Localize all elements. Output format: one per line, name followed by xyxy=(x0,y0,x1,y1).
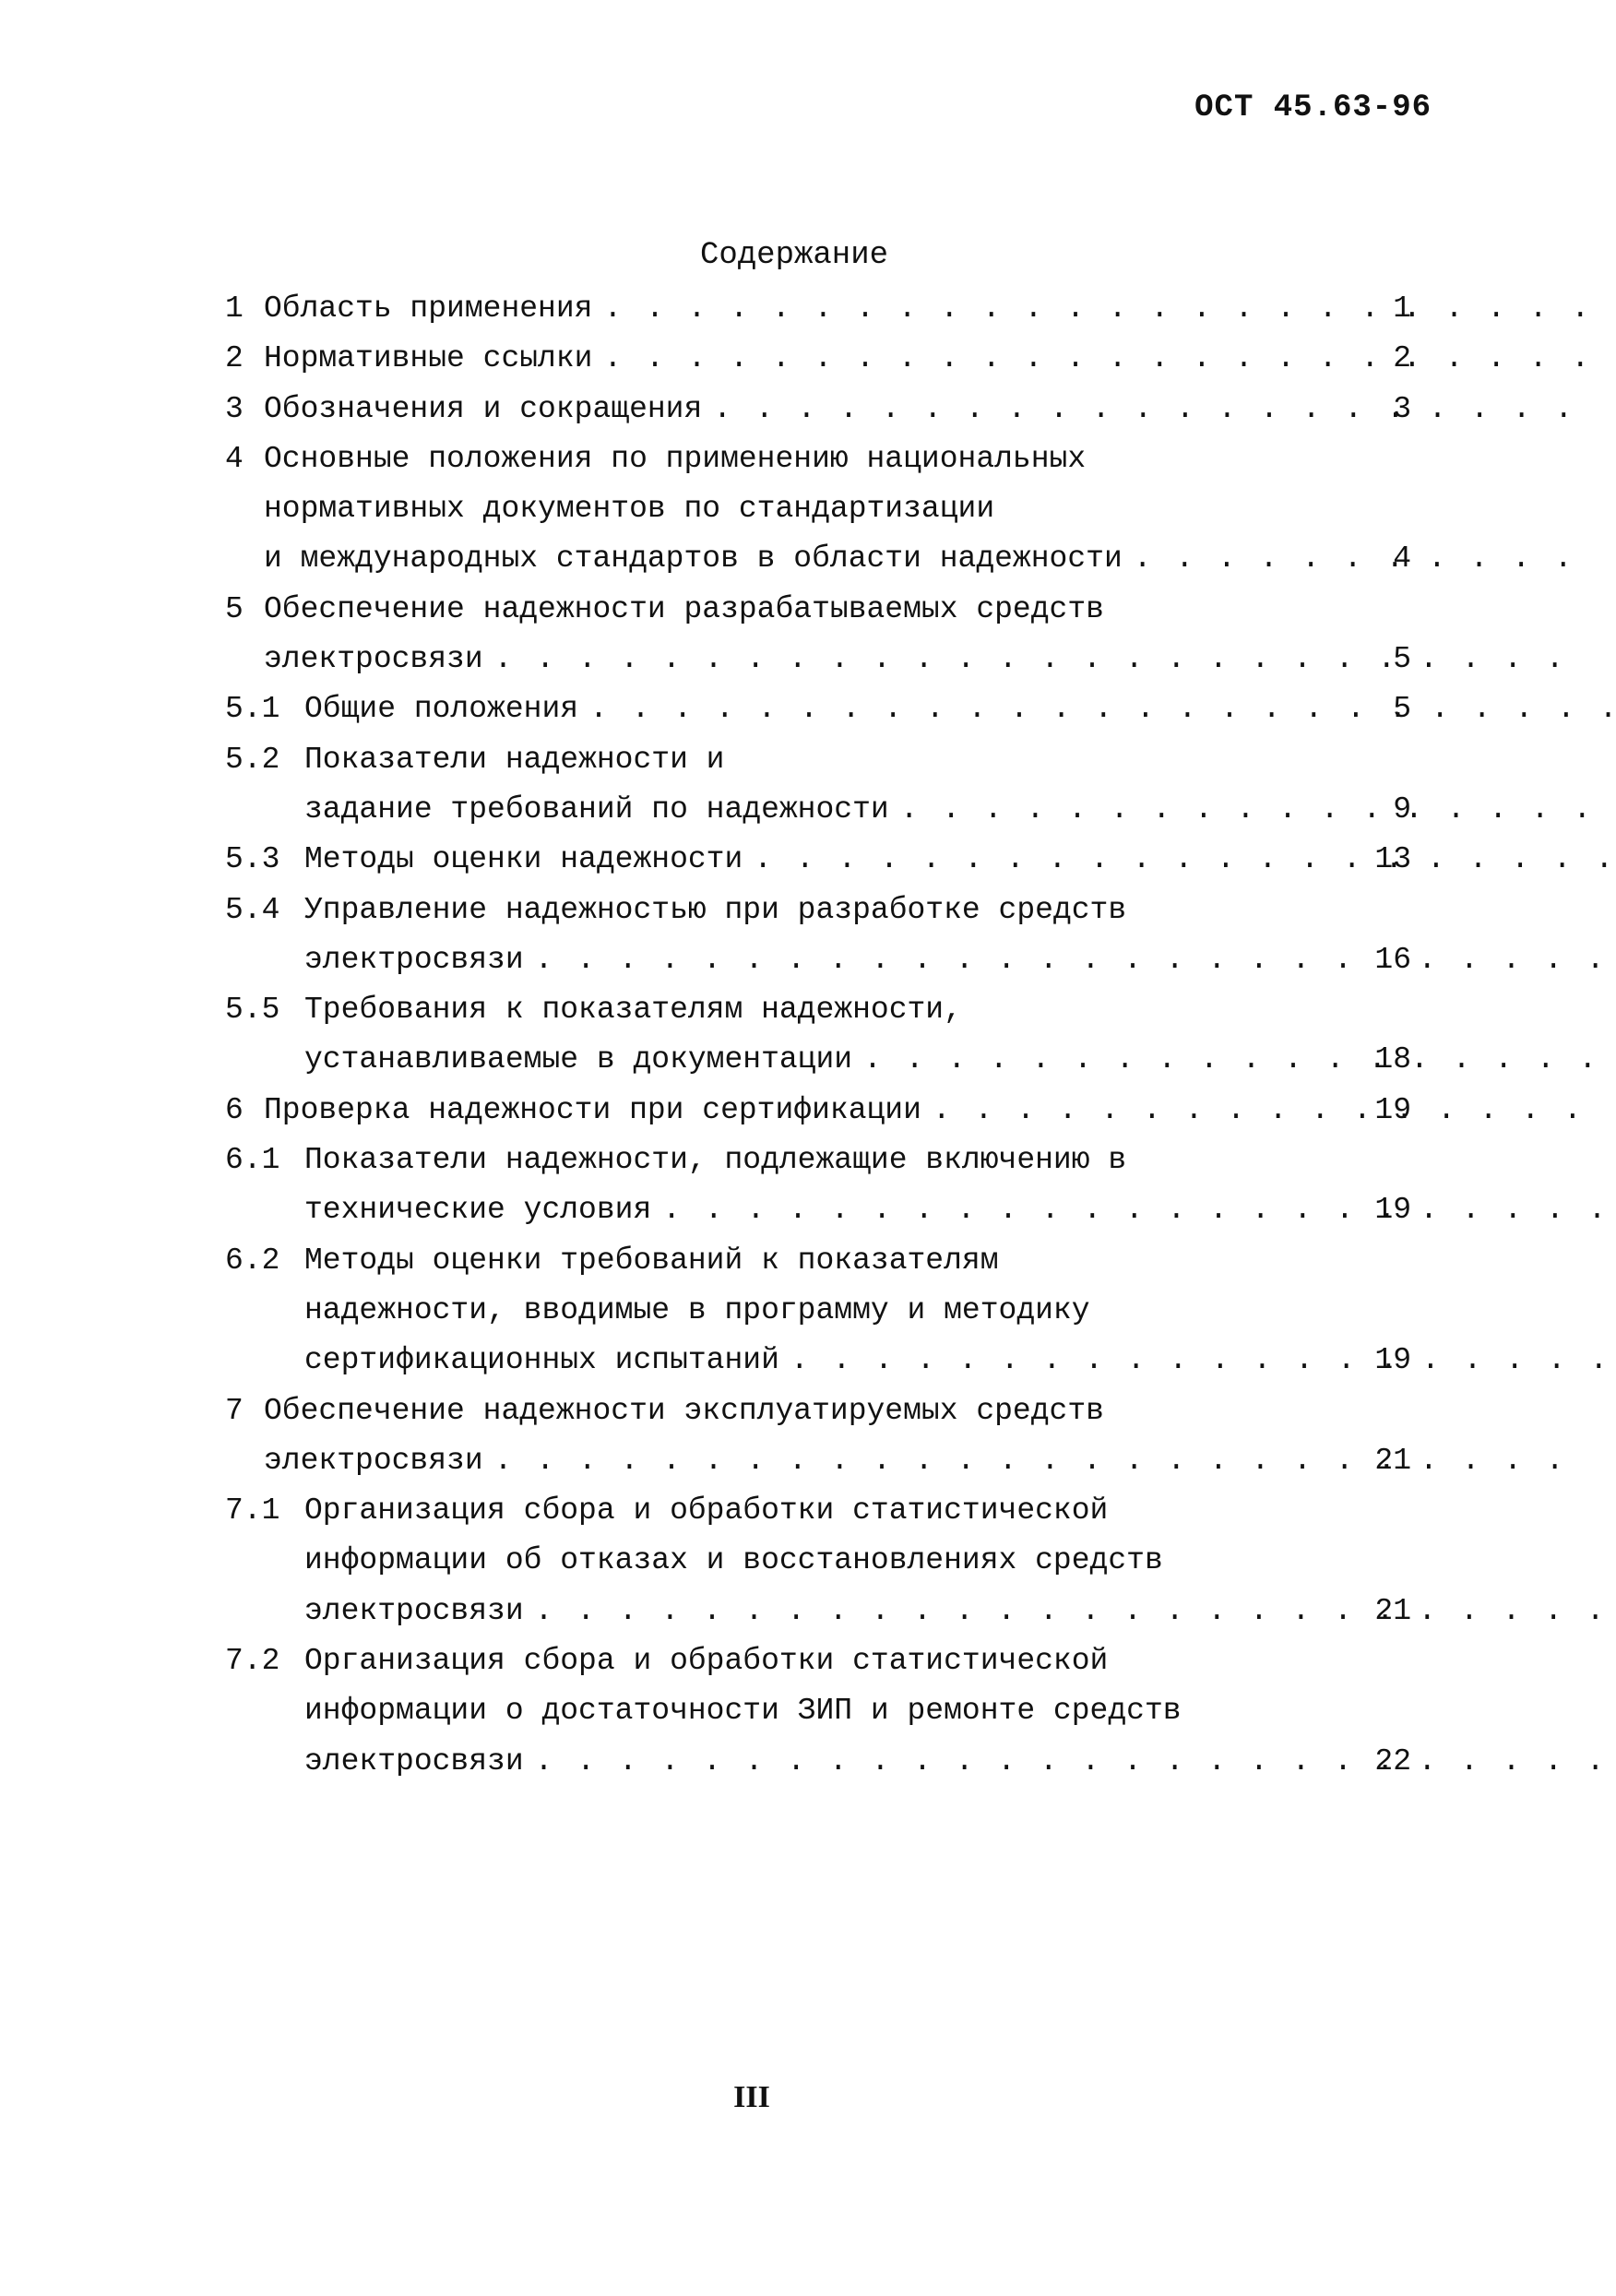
toc-entry-number: 5 xyxy=(225,591,244,626)
toc-entry-title-line: электросвязи xyxy=(304,1593,524,1628)
toc-entry xyxy=(0,1236,1616,1386)
toc-entry-page-number: 2 xyxy=(1393,341,1411,376)
toc-entry xyxy=(0,1486,1616,1636)
standard-code: ОСТ 45.63-96 xyxy=(1194,90,1432,125)
dot-leader xyxy=(933,1086,1592,1136)
toc-entry-title-line: задание требований по надежности xyxy=(304,791,889,827)
toc-entry-title-line: технические условия xyxy=(304,1193,652,1228)
toc-entry-title-line: Основные положения по применению национальных xyxy=(264,441,1087,476)
dot-leader xyxy=(494,1436,1592,1486)
dot-leader xyxy=(603,284,1592,334)
toc-entry-page-number: 21 xyxy=(1374,1443,1411,1478)
toc-entry xyxy=(0,334,1616,384)
toc-entry-number: 3 xyxy=(225,391,244,426)
toc-entry-title-line: Показатели надежности и xyxy=(304,742,725,777)
toc-entry-number: 7.1 xyxy=(225,1493,280,1529)
toc-entry-number: 6 xyxy=(225,1092,244,1127)
page-folio: III xyxy=(733,2080,770,2114)
toc-entry xyxy=(0,735,1616,836)
toc-entry xyxy=(0,1136,1616,1236)
toc-entry-title-line: электросвязи xyxy=(264,1443,483,1478)
toc-entry xyxy=(0,1636,1616,1787)
toc-entry-title-line: Методы оценки надежности xyxy=(304,842,743,877)
toc-entry-page-number: 5 xyxy=(1393,692,1411,727)
toc-entry-page-number: 19 xyxy=(1374,1343,1411,1378)
toc-entry xyxy=(0,684,1616,734)
table-of-contents xyxy=(0,284,1616,1787)
toc-entry-title-line: электросвязи xyxy=(264,642,483,677)
toc-entry-number: 5.4 xyxy=(225,892,280,927)
dot-leader xyxy=(662,1185,1616,1235)
dot-leader xyxy=(900,785,1616,835)
toc-entry xyxy=(0,434,1616,585)
dot-leader xyxy=(1134,534,1592,584)
toc-entry xyxy=(0,585,1616,685)
toc-entry-title-line: Область применения xyxy=(264,291,593,326)
dot-leader xyxy=(754,835,1616,885)
toc-entry xyxy=(0,385,1616,434)
toc-entry-title-line: электросвязи xyxy=(304,1743,524,1779)
toc-entry-page-number: 21 xyxy=(1374,1593,1411,1628)
toc-entry-title-line: Обеспечение надежности эксплуатируемых средств xyxy=(264,1393,1104,1428)
dot-leader xyxy=(494,635,1592,684)
toc-entry-page-number: 3 xyxy=(1393,391,1411,426)
dot-leader xyxy=(713,385,1592,434)
toc-entry-title-line: нормативных документов по стандартизации xyxy=(264,492,995,527)
toc-entry-page-number: 19 xyxy=(1374,1092,1411,1127)
toc-entry-title-line: сертификационных испытаний xyxy=(304,1343,779,1378)
dot-leader xyxy=(790,1336,1616,1386)
toc-entry-page-number: 9 xyxy=(1393,791,1411,827)
toc-entry xyxy=(0,1386,1616,1487)
toc-entry-title-line: Проверка надежности при сертификации xyxy=(264,1092,921,1127)
toc-entry-number: 5.5 xyxy=(225,993,280,1028)
toc-title: Содержание xyxy=(699,238,889,273)
toc-entry-title-line: устанавливаемые в документации xyxy=(304,1042,853,1077)
toc-entry-title-line: Общие положения xyxy=(304,692,579,727)
toc-entry-page-number: 5 xyxy=(1393,642,1411,677)
toc-entry-number: 5.2 xyxy=(225,742,280,777)
dot-leader xyxy=(535,1587,1616,1636)
toc-entry-page-number: 1 xyxy=(1393,291,1411,326)
toc-entry xyxy=(0,985,1616,1086)
toc-entry-title-line: Методы оценки требований к показателям xyxy=(304,1243,999,1278)
toc-entry xyxy=(0,886,1616,986)
toc-entry-number: 6.2 xyxy=(225,1243,280,1278)
toc-entry-title-line: Организация сбора и обработки статистической xyxy=(304,1644,1109,1679)
toc-entry-page-number: 16 xyxy=(1374,942,1411,977)
toc-entry-number: 1 xyxy=(225,291,244,326)
toc-entry-number: 7.2 xyxy=(225,1644,280,1679)
toc-entry xyxy=(0,835,1616,885)
toc-entry-number: 5.3 xyxy=(225,842,280,877)
toc-entry-title-line: надежности, вводимые в программу и методику xyxy=(304,1292,1090,1327)
toc-entry-number: 2 xyxy=(225,341,244,376)
toc-entry-title-line: Обозначения и сокращения xyxy=(264,391,703,426)
dot-leader xyxy=(535,1737,1616,1787)
toc-entry-number: 6.1 xyxy=(225,1143,280,1178)
toc-entry-title-line: Требования к показателям надежности, xyxy=(304,993,962,1028)
dot-leader xyxy=(589,684,1616,734)
toc-entry-number: 4 xyxy=(225,441,244,476)
toc-entry-title-line: информации о достаточности ЗИП и ремонте средств xyxy=(304,1694,1182,1729)
dot-leader xyxy=(863,1035,1616,1085)
dot-leader xyxy=(603,334,1592,384)
toc-entry-title-line: Обеспечение надежности разрабатываемых средств xyxy=(264,591,1104,626)
toc-entry-title-line: Управление надежностью при разработке средств xyxy=(304,892,1127,927)
toc-entry-page-number: 19 xyxy=(1374,1193,1411,1228)
toc-entry-title-line: Нормативные ссылки xyxy=(264,341,593,376)
dot-leader xyxy=(535,935,1616,985)
toc-entry-title-line: электросвязи xyxy=(304,942,524,977)
toc-entry-page-number: 4 xyxy=(1393,541,1411,577)
toc-entry-page-number: 13 xyxy=(1374,842,1411,877)
toc-entry-title-line: Организация сбора и обработки статистической xyxy=(304,1493,1109,1529)
toc-entry xyxy=(0,284,1616,334)
toc-entry-page-number: 22 xyxy=(1374,1743,1411,1779)
toc-entry-title-line: Показатели надежности, подлежащие включению в xyxy=(304,1143,1127,1178)
toc-entry-title-line: информации об отказах и восстановлениях средств xyxy=(304,1543,1163,1578)
toc-entry-page-number: 18 xyxy=(1374,1042,1411,1077)
toc-entry-title-line: и международных стандартов в области надежности xyxy=(264,541,1123,577)
toc-entry-number: 5.1 xyxy=(225,692,280,727)
toc-entry xyxy=(0,1086,1616,1136)
toc-entry-number: 7 xyxy=(225,1393,244,1428)
